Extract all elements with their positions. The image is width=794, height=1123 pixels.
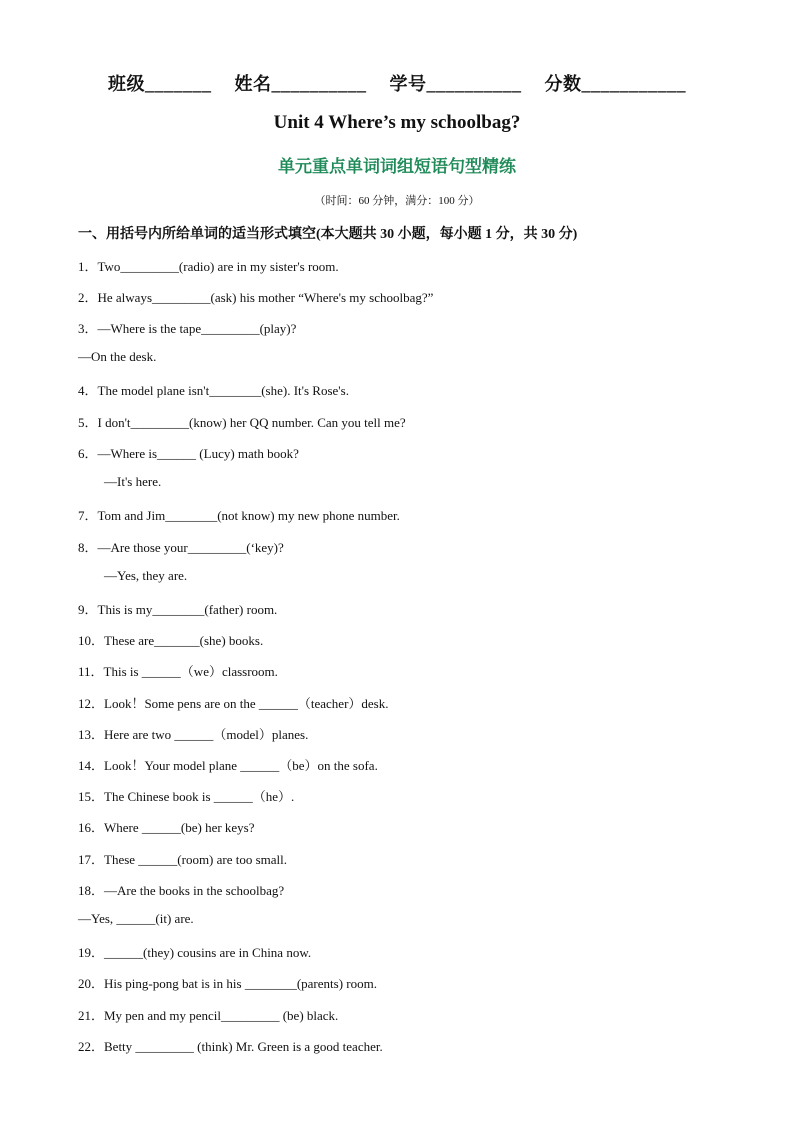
question-line: 8．—Are those your_________(‘key)? [78, 540, 284, 555]
question-line: 6．—Where is______ (Lucy) math book? [78, 446, 299, 461]
question-line: 2．He always_________(ask) his mother “Where's my schoolbag?” [78, 290, 434, 305]
answer-line: —On the desk. [78, 349, 157, 364]
question-line: 19．______(they) cousins are in China now. [78, 945, 312, 960]
question-line: 14．Look！Your model plane ______（be）on the sofa. [78, 758, 378, 773]
question-line: 21．My pen and my pencil_________ (be) black. [78, 1008, 339, 1023]
question-line: 1．Two_________(radio) are in my sister's room. [78, 259, 339, 274]
section-heading: 一、用括号内所给单词的适当形式填空(本大题共 30 小题，每小题 1 分，共 30 分) [78, 227, 578, 242]
question-line: 13．Here are two ______（model）planes. [78, 727, 309, 742]
question-line: 9．This is my________(father) room. [78, 602, 278, 617]
question-line: 22．Betty _________ (think) Mr. Green is a good teacher. [78, 1039, 383, 1054]
question-line: 10．These are_______(she) books. [78, 633, 264, 648]
question-line: 16．Where ______(be) her keys? [78, 820, 255, 835]
score-field: 分数___________ [544, 74, 686, 94]
answer-line: —Yes, they are. [104, 568, 188, 583]
student-number-field: 学号__________ [389, 74, 522, 94]
question-line: 17．These ______(room) are too small. [78, 852, 288, 867]
question-line: 15．The Chinese book is ______（he）. [78, 789, 295, 804]
question-line: 5．I don't_________(know) her QQ number. Can you tell me? [78, 415, 406, 430]
question-line: 11．This is ______（we）classroom. [78, 664, 278, 679]
question-line: 18．—Are the books in the schoolbag? [78, 883, 285, 898]
question-line: 4．The model plane isn't________(she). It's Rose's. [78, 383, 349, 398]
class-field: 班级_______ [108, 74, 212, 94]
question-line: 7．Tom and Jim________(not know) my new phone number. [78, 508, 400, 523]
name-field: 姓名__________ [234, 74, 367, 94]
answer-line: —It's here. [104, 474, 162, 489]
time-note: （时间：60 分钟，满分：100 分） [314, 195, 480, 207]
student-info-line [0, 70, 794, 96]
question-line: 12．Look！Some pens are on the ______（teacher）desk. [78, 696, 389, 711]
question-line: 3．—Where is the tape_________(play)? [78, 321, 297, 336]
page-subtitle: 单元重点单词词组短语句型精练 [278, 157, 516, 176]
page-title: Unit 4 Where’s my schoolbag? [273, 112, 521, 133]
answer-line: —Yes, ______(it) are. [78, 911, 194, 926]
question-line: 20．His ping-pong bat is in his ________(parents) room. [78, 976, 377, 991]
